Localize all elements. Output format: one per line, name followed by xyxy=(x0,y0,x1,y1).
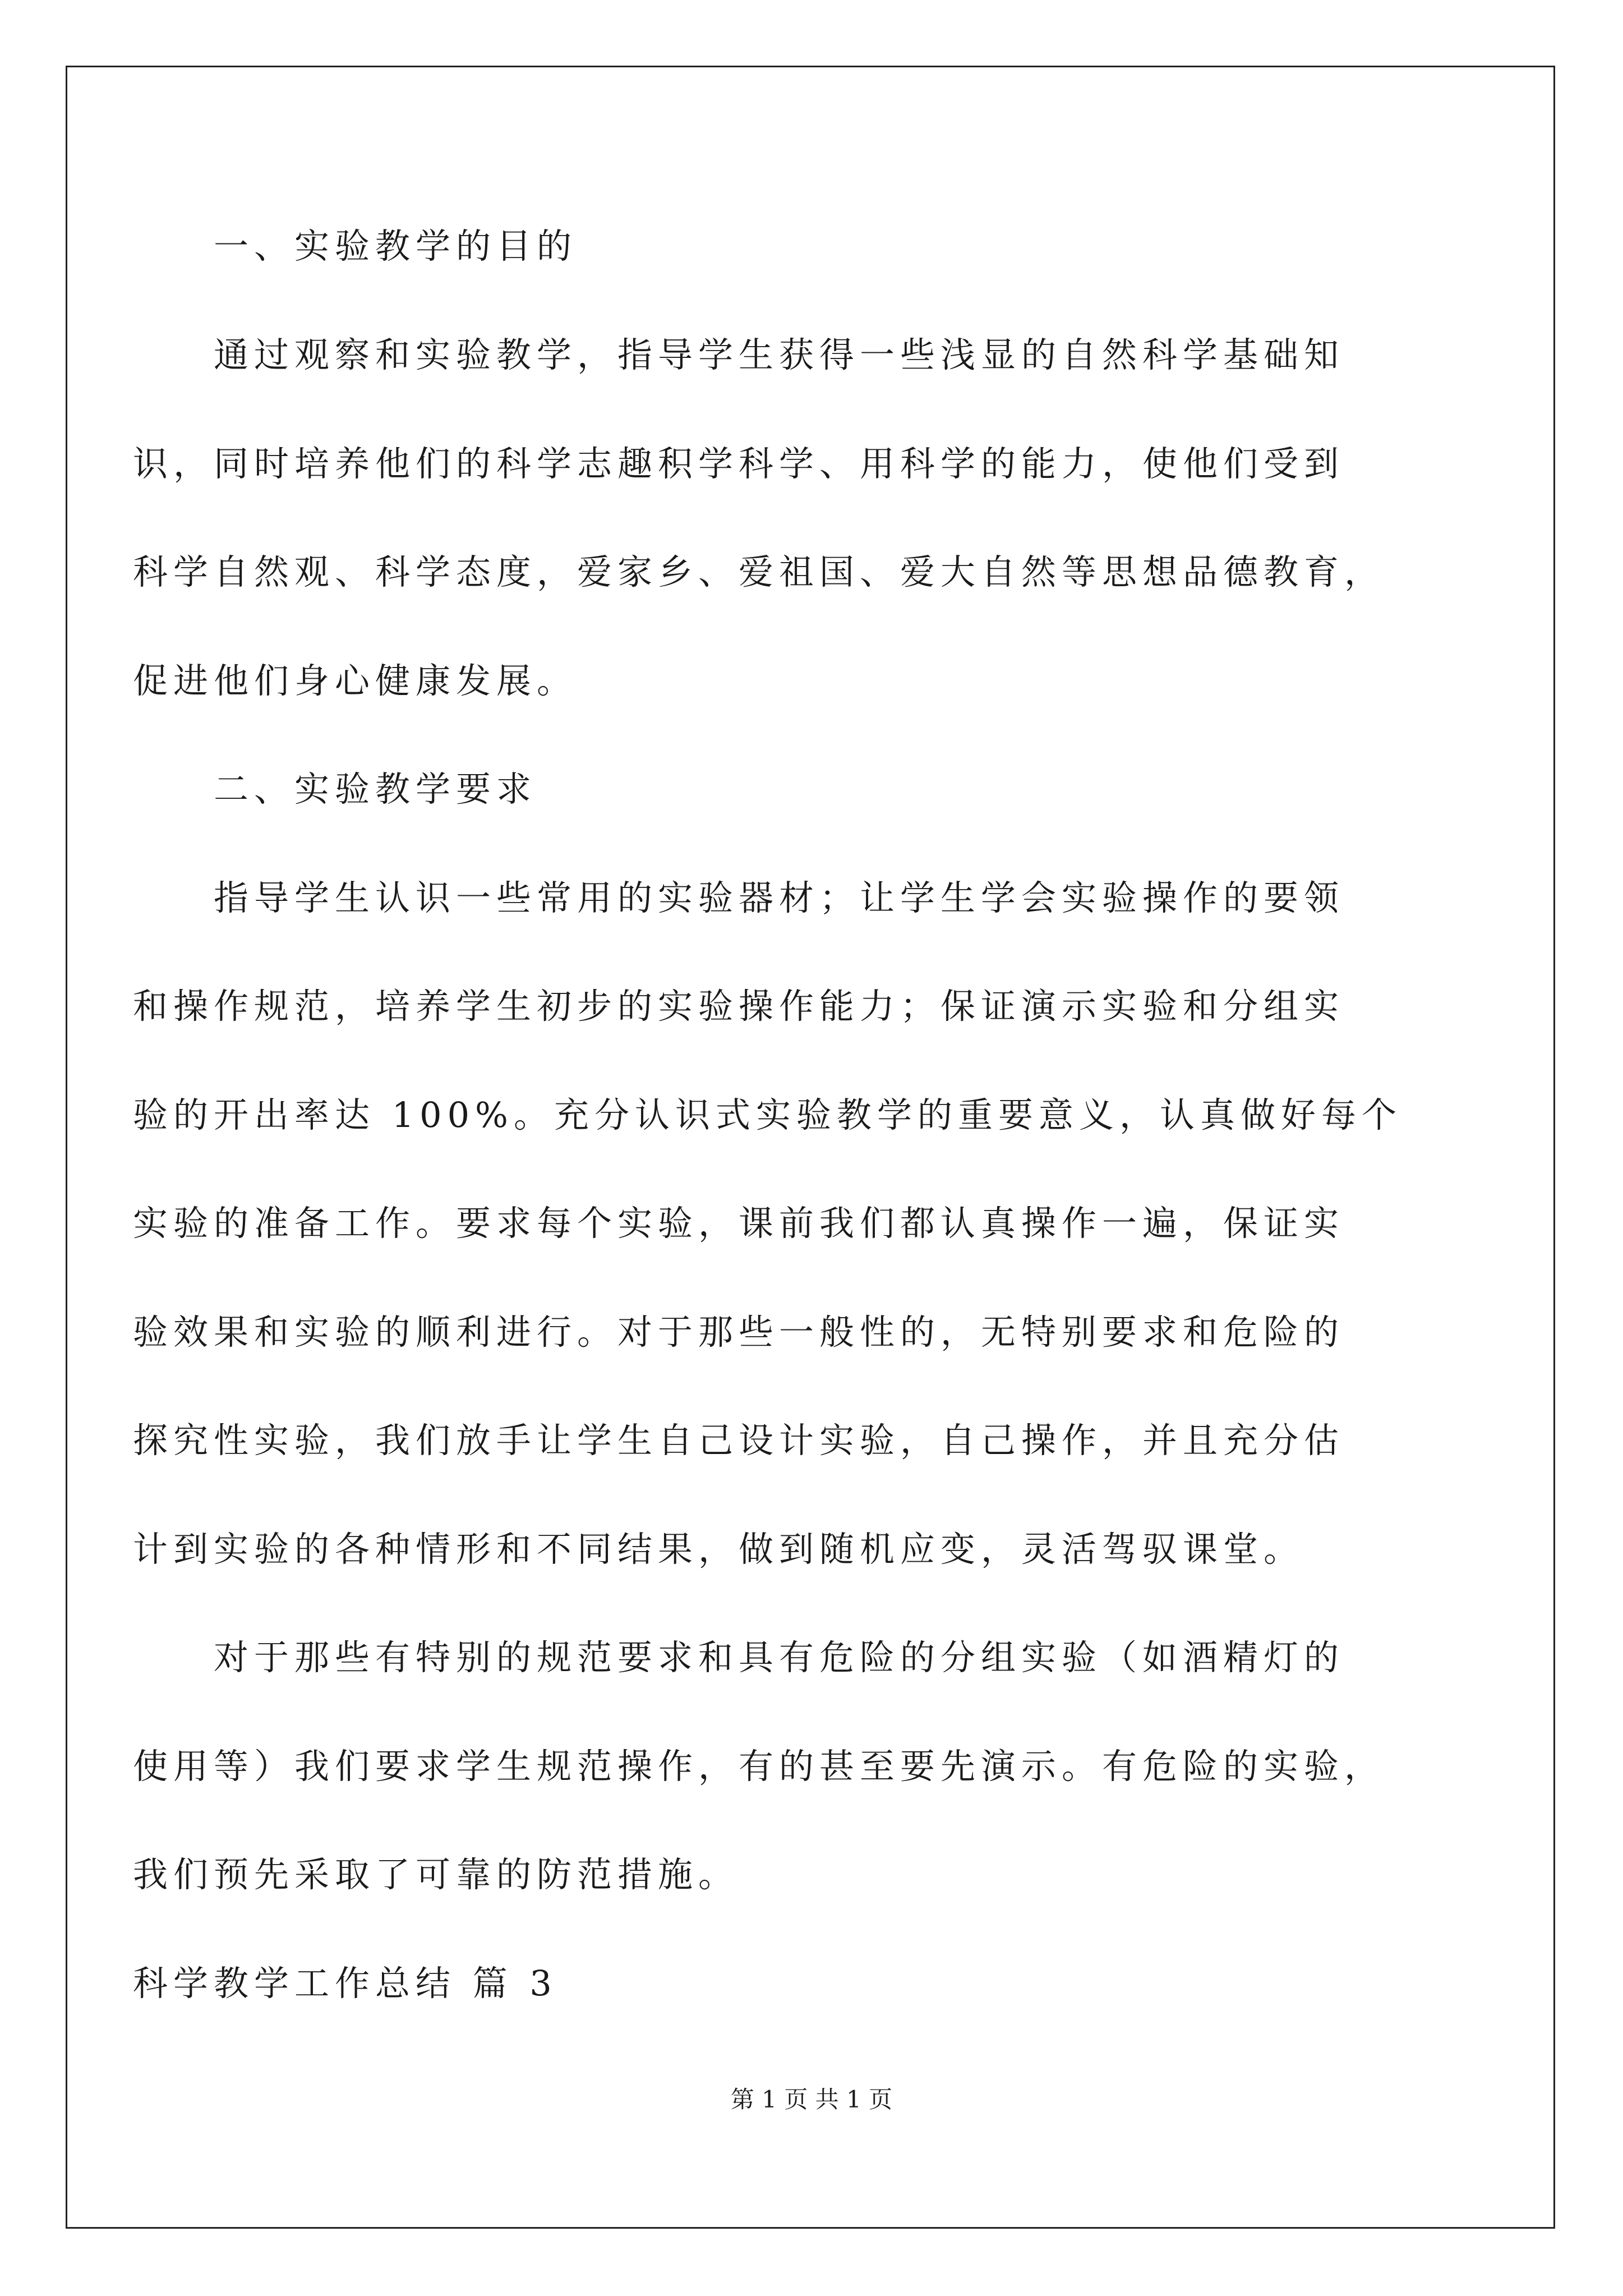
paragraph-line: 科学自然观、科学态度，爱家乡、爱祖国、爱大自然等思想品德教育， xyxy=(133,551,1385,592)
paragraph-line: 计到实验的各种情形和不同结果，做到随机应变，灵活驾驭课堂。 xyxy=(133,1529,1304,1570)
paragraph-line: 实验的准备工作。要求每个实验，课前我们都认真操作一遍，保证实 xyxy=(133,1203,1345,1244)
paragraph-line: 使用等）我们要求学生规范操作，有的甚至要先演示。有危险的实验， xyxy=(133,1746,1385,1787)
page-border xyxy=(66,66,1555,2229)
paragraph-line: 指导学生认识一些常用的实验器材；让学生学会实验操作的要领 xyxy=(214,877,1345,918)
article-title: 科学教学工作总结 篇 3 xyxy=(133,1963,557,2004)
section-heading-2: 二、实验教学要求 xyxy=(214,769,537,809)
paragraph-line: 促进他们身心健康发展。 xyxy=(133,660,578,701)
paragraph-line: 探究性实验，我们放手让学生自己设计实验，自己操作，并且充分估 xyxy=(133,1420,1345,1461)
paragraph-line: 对于那些有特别的规范要求和具有危险的分组实验（如酒精灯的 xyxy=(214,1637,1345,1678)
paragraph-line: 我们预先采取了可靠的防范措施。 xyxy=(133,1854,739,1895)
paragraph-line: 验效果和实验的顺利进行。对于那些一般性的，无特别要求和危险的 xyxy=(133,1312,1345,1352)
paragraph-line: 通过观察和实验教学，指导学生获得一些浅显的自然科学基础知 xyxy=(214,334,1345,375)
paragraph-line: 验的开出率达 100%。充分认识式实验教学的重要意义，认真做好每个 xyxy=(133,1094,1402,1135)
paragraph-line: 识，同时培养他们的科学志趣积学科学、用科学的能力，使他们受到 xyxy=(133,443,1345,484)
paragraph-line: 和操作规范，培养学生初步的实验操作能力；保证演示实验和分组实 xyxy=(133,986,1345,1027)
page-number-footer: 第 1 页 共 1 页 xyxy=(730,2086,893,2113)
section-heading-1: 一、实验教学的目的 xyxy=(214,226,578,266)
